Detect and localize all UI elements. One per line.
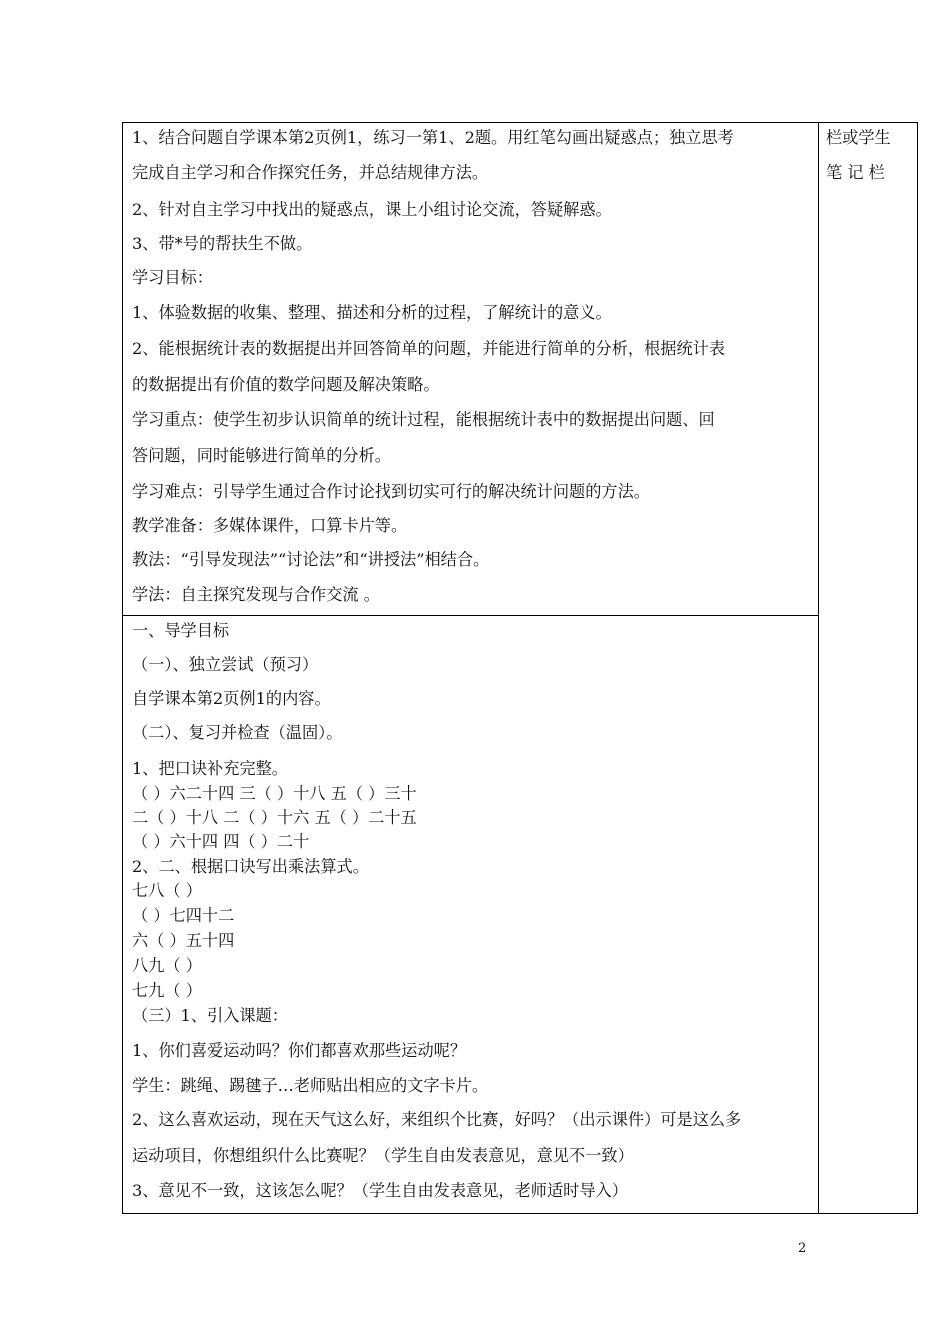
exercise-row: 七八（ ） [132, 881, 202, 900]
lesson-line: （一）、独立尝试（预习） [132, 655, 319, 674]
table-border-top [122, 122, 918, 123]
table-border-right [917, 122, 918, 1214]
exercise-row: （ ）七四十二 [132, 906, 235, 925]
exercise-row: （ ）六二十四 三（ ）十八 五（ ）三十 [132, 784, 417, 803]
lesson-line: 1、把口诀补充完整。 [132, 759, 288, 778]
intro-line: 教法：“引导发现法”“讨论法”和“讲授法”相结合。 [132, 550, 490, 569]
intro-line: 1、体验数据的收集、整理、描述和分析的过程，了解统计的意义。 [132, 303, 612, 322]
lesson-line: 自学课本第2页例1的内容。 [132, 689, 331, 708]
page-number: 2 [798, 1241, 807, 1256]
lesson-line: 3、意见不一致，这该怎么呢？（学生自由发表意见，老师适时导入） [132, 1181, 628, 1200]
section-heading: 一、导学目标 [132, 621, 230, 640]
intro-line: 的数据提出有价值的数学问题及解决策略。 [132, 375, 440, 394]
exercise-row: 七九（ ） [132, 981, 202, 1000]
lesson-line: 2、这么喜欢运动，现在天气这么好，来组织个比赛，好吗？（出示课件）可是这么多 [132, 1110, 742, 1129]
intro-line: 3、带*号的帮扶生不做。 [132, 234, 313, 253]
table-border-bottom [122, 1213, 918, 1214]
lesson-line: 1、你们喜爱运动吗？你们都喜欢那些运动呢？ [132, 1041, 467, 1060]
intro-line: 学习难点：引导学生通过合作讨论找到切实可行的解决统计问题的方法。 [132, 482, 650, 501]
intro-line: 完成自主学习和合作探究任务，并总结规律方法。 [132, 163, 489, 182]
column-divider [818, 122, 819, 1214]
notes-column-label-line1: 栏或学生 [826, 128, 891, 147]
intro-line: 学习重点：使学生初步认识简单的统计过程，能根据统计表中的数据提出问题、回 [132, 410, 715, 429]
exercise-row: 八九（ ） [132, 956, 202, 975]
intro-line: 2、能根据统计表的数据提出并回答简单的问题，并能进行简单的分析，根据统计表 [132, 339, 726, 358]
row-divider [122, 615, 818, 616]
lesson-line: （二）、复习并检查（温固）。 [132, 723, 343, 742]
lesson-line: （三）1、引入课题： [132, 1006, 288, 1025]
notes-column-label-line2: 笔 记 栏 [826, 163, 885, 182]
exercise-row: （ ）六十四 四（ ）二十 [132, 832, 310, 851]
exercise-row: 六（ ）五十四 [132, 931, 235, 950]
intro-line: 学法：自主探究发现与合作交流 。 [132, 585, 380, 604]
intro-line: 答问题，同时能够进行简单的分析。 [132, 446, 391, 465]
lesson-line: 运动项目，你想组织什么比赛呢？（学生自由发表意见，意见不一致） [132, 1146, 634, 1165]
intro-line: 2、针对自主学习中找出的疑惑点，课上小组讨论交流，答疑解惑。 [132, 200, 612, 219]
intro-line: 1、结合问题自学课本第2页例1，练习一第1、2题。用红笔勾画出疑惑点；独立思考 [132, 128, 734, 147]
lesson-line: 2、二、根据口诀写出乘法算式。 [132, 857, 369, 876]
table-border-left [122, 122, 123, 1214]
lesson-line: 学生：跳绳、踢毽子…老师贴出相应的文字卡片。 [132, 1076, 489, 1095]
exercise-row: 二（ ）十八 二（ ）十六 五（ ）二十五 [132, 808, 417, 827]
intro-line: 教学准备：多媒体课件，口算卡片等。 [132, 516, 408, 535]
section-heading: 学习目标： [132, 268, 213, 287]
